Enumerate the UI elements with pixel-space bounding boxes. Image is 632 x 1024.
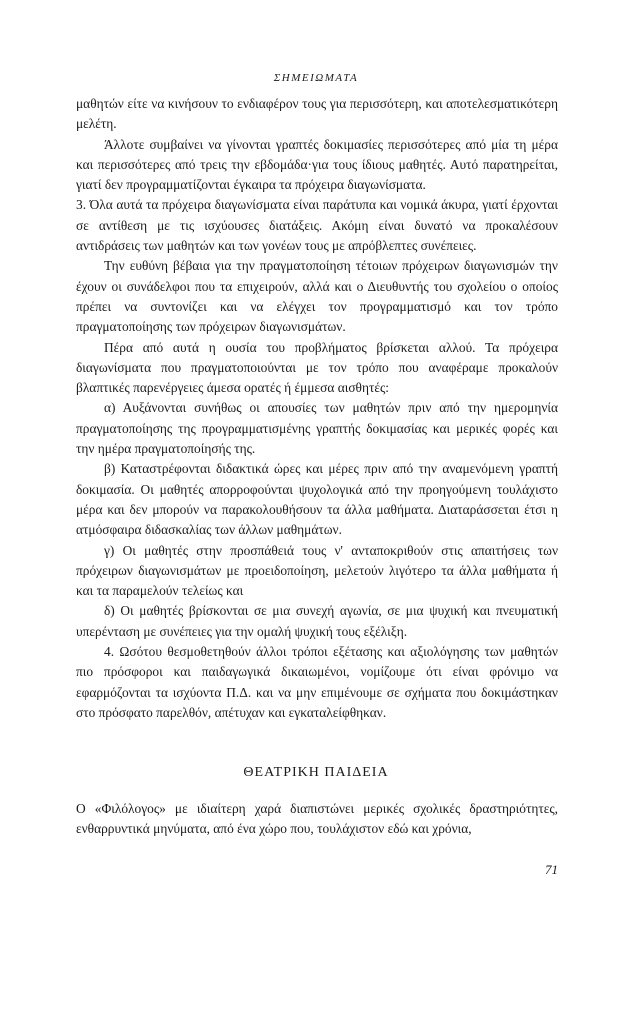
- paragraph-point-3: 3. Όλα αυτά τα πρόχειρα διαγωνίσματα είναι παράτυπα και νομικά άκυρα, γιατί έρχονται σε αντίθεση με τις ισχύουσες διατάξεις. Ακόμη είναι δυνατό να προκαλέσουν αντιδράσεις των μαθητών και των γονέων τους με απρόβλεπτες συνέπειες.: [76, 197, 558, 254]
- paragraph-responsibility: Την ευθύνη βέβαια για την πραγματοποίηση τέτοιων πρόχειρων διαγωνισμών την έχουν οι συνάδελφοι που τα επιχειρούν, αλλά και ο Διευθυντής του σχολείου ο οποίος πρέπει να συντονίζει και να ελέγχει τον προγραμματισμό και τον τρόπο πραγματοποίησης των πρόχειρων διαγωνισμάτων.: [76, 258, 558, 335]
- section-heading: ΘΕΑΤΡΙΚΗ ΠΑΙΔΕΙΑ: [243, 765, 389, 780]
- page-number: 71: [545, 862, 558, 877]
- body-text: [76, 94, 558, 723]
- paragraph-section-intro: Ο «Φιλόλογος» με ιδιαίτερη χαρά διαπιστώνει μερικές σχολικές δραστηριότητες, ενθαρρυντικά μηνύματα, από ένα χώρο που, τουλάχιστον εδώ και χρόνια,: [76, 801, 558, 837]
- paragraph-item-d: δ) Οι μαθητές βρίσκονται σε μια συνεχή αγωνία, σε μια ψυχική και πνευματική υπερένταση με συνέπειες για την ομαλή ψυχική τους εξέλιξη.: [76, 603, 558, 639]
- paragraph-item-b: β) Καταστρέφονται διδακτικά ώρες και μέρες πριν από την αναμενόμενη γραπτή δοκιμασία. Οι μαθητές απορροφούνται ψυχολογικά από την προηγούμενη τουλάχιστο μέρα και δεν μπορούν να παρακολουθήσουν τα άλλα μαθήματα. Διαταράσσεται έτσι η ατμόσφαιρα διδασκαλίας των άλλων μαθημάτων.: [76, 461, 558, 538]
- paragraph-side-effects: Πέρα από αυτά η ουσία του προβλήματος βρίσκεται αλλού. Τα πρόχειρα διαγωνίσματα που πραγματοποιούνται με τον τρόπο που αναφέραμε προκαλούν βλαπτικές παρενέργειες άμεσα ορατές ή έμμεσα αισθητές:: [76, 339, 558, 396]
- paragraph-written-tests: Άλλοτε συμβαίνει να γίνονται γραπτές δοκιμασίες περισσότερες από μία τη μέρα και περισσότερες από τρεις την εβδομάδα·για τους ίδιους μαθητές. Αυτό παρατηρείται, γιατί δεν προγραμματίζονται έγκαιρα τα πρόχειρα διαγωνίσματα.: [76, 136, 558, 193]
- paragraph-item-c: γ) Οι μαθητές στην προσπάθειά τους ν' ανταποκριθούν στις απαιτήσεις των πρόχειρων διαγωνισμάτων με προειδοποίηση, μελετούν λιγότερο τα άλλα μαθήματα ή και τα παραμελούν τελείως και: [76, 542, 558, 599]
- paragraph-point-4: 4. Ωσότου θεσμοθετηθούν άλλοι τρόποι εξέτασης και αξιολόγησης των μαθητών πιο πρόσφοροι και παιδαγωγικά δικαιωμένοι, νομίζουμε ότι είναι φρόνιμο να εφαρμόζονται τα ισχύοντα Π.Δ. και να μην επιμένουμε σε σχήματα που δοκιμάστηκαν στο πρόσφατο παρελθόν, απέτυχαν και εγκαταλείφθηκαν.: [76, 644, 558, 720]
- running-head: ΣΗΜΕΙΩΜΑΤΑ: [273, 72, 359, 84]
- paragraph-item-a: α) Αυξάνονται συνήθως οι απουσίες των μαθητών πριν από την ημερομηνία πραγματοποίησης της προγραμματισμένης γραπτής δοκιμασίας και μερικές φορές και την ημέρα πραγματοποίησής της.: [76, 400, 558, 457]
- section-text: [76, 799, 558, 840]
- paragraph-continuation: μαθητών είτε να κινήσουν το ενδιαφέρον τους για περισσότερη, και αποτελεσματικότερη μελέτη.: [76, 96, 558, 132]
